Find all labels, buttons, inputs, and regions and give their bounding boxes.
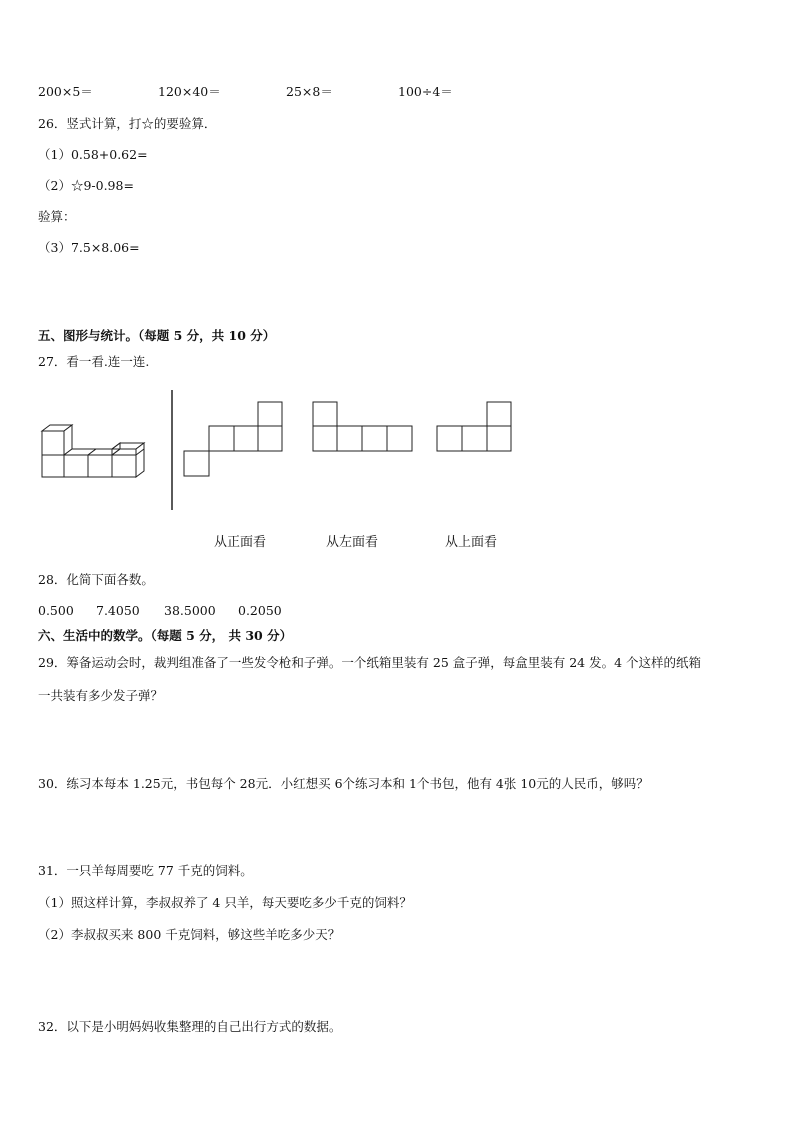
number-item-2: 7.4050 <box>96 603 140 618</box>
calc-item-3: 25×8＝ <box>286 84 333 99</box>
question-30: 30．练习本每本 1.25元，书包每个 28元．小红想买 6个练习本和 1个书包，他有 4张 10元的人民币，够吗？ <box>38 776 649 791</box>
calc-item-2: 120×40＝ <box>158 84 221 99</box>
view-grid-2 <box>313 402 412 451</box>
question-26-title: 26．竖式计算，打☆的要验算． <box>38 116 217 131</box>
view-label-front: 从正面看 <box>214 535 267 550</box>
view-label-left: 从左面看 <box>326 535 379 550</box>
calc-item-1: 200×5＝ <box>38 84 93 99</box>
number-item-4: 0.2050 <box>238 603 282 618</box>
question-31-item-2: （2）李叔叔买来 800 千克饲料，够这些羊吃多少天？ <box>38 927 341 942</box>
question-31-item-1: （1）照这样计算，李叔叔养了 4 只羊，每天要吃多少千克的饲料？ <box>38 895 412 910</box>
question-26-item-3: （3）7.5×8.06= <box>38 240 140 255</box>
calc-item-4: 100÷4＝ <box>398 84 453 99</box>
question-27-title: 27．看一看.连一连. <box>38 354 150 369</box>
view-grid-3 <box>437 402 511 451</box>
question-26-item-2: （2）☆9-0.98= <box>38 178 134 193</box>
section-6-heading: 六、生活中的数学。（每题 5 分， 共 30 分） <box>38 628 293 643</box>
cube-solid-3d <box>42 425 144 477</box>
number-item-3: 38.5000 <box>164 603 216 618</box>
question-32: 32．以下是小明妈妈收集整理的自己出行方式的数据。 <box>38 1019 342 1034</box>
question-26-item-1: （1）0.58+0.62= <box>38 147 148 162</box>
question-26-check-label: 验算： <box>38 209 76 224</box>
view-label-top: 从上面看 <box>445 535 498 550</box>
question-29-line-1: 29．筹备运动会时，裁判组准备了一些发令枪和子弹。一个纸箱里装有 25 盒子弹，每盒里装有 24 发。4 个这样的纸箱 <box>38 655 702 670</box>
view-grid-1 <box>184 402 282 476</box>
question-28-title: 28．化简下面各数。 <box>38 572 154 587</box>
question-31-title: 31．一只羊每周要吃 77 千克的饲料。 <box>38 863 253 878</box>
section-5-heading: 五、图形与统计。（每题 5 分，共 10 分） <box>38 328 276 343</box>
number-item-1: 0.500 <box>38 603 74 618</box>
question-29-line-2: 一共装有多少发子弹？ <box>38 688 164 703</box>
